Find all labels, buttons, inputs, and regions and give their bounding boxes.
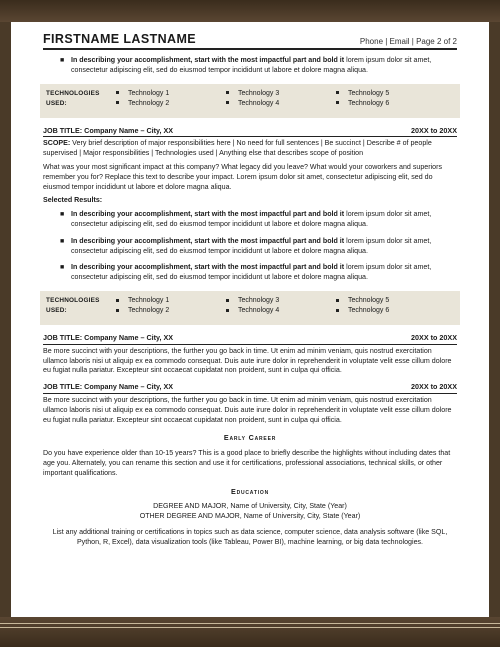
bullet-icon: ■ [60,57,65,64]
job-title: JOB TITLE: Company Name – City, XX [43,332,174,342]
results-label: Selected Results: [43,196,103,205]
tech-item: Technology 5 [348,296,390,304]
tech-item: Technology 3 [238,89,280,97]
job-title: JOB TITLE: Company Name – City, XX [43,125,174,135]
result-bullet: ■ In describing your accomplishment, start with the most impactful part and bold it lorem ipsum dolor sit amet, consectetur adipiscing elit, sed do eiusmod tempor incididunt ut labore et dolore magna aliqua. [60,210,432,228]
job-title-row [43,333,457,345]
tech-item: Technology 5 [348,89,390,97]
square-bullet-icon [116,101,119,104]
tech-column [226,296,336,320]
square-bullet-icon [226,299,229,302]
square-bullet-icon [226,101,229,104]
bullet-icon: ■ [60,211,65,219]
job-dates: 20XX to 20XX [411,332,457,342]
square-bullet-icon [336,309,339,312]
degree-1: DEGREE AND MAJOR, Name of University, City, State (Year) [153,502,347,511]
result-bullet: ■ In describing your accomplishment, start with the most impactful part and bold it lorem ipsum dolor sit amet, consectetur adipiscing elit, sed do eiusmod tempor incididunt ut labore et dolore magna aliqua. [60,263,432,282]
job-dates: 20XX to 20XX [411,125,457,135]
result-bullet: ■ In describing your accomplishment, start with the most impactful part and bold it lorem ipsum dolor sit amet, consectetur adipiscing elit, sed do eiusmod tempor incididunt ut labore et dolore magna aliqua. [60,236,432,255]
intro-bullet [43,56,457,76]
square-bullet-icon [116,91,119,94]
tech-column [226,89,336,113]
degree-2: OTHER DEGREE AND MAJOR, Name of University, City, State (Year) [139,512,361,521]
square-bullet-icon [116,299,119,302]
job-title: JOB TITLE: Company Name – City, XX [43,382,174,392]
decorative-line [0,627,500,628]
resume-content [43,56,457,552]
tech-item: Technology 4 [238,306,280,314]
job-title-row [43,382,457,394]
tech-column [336,89,446,113]
tech-column [116,89,226,113]
education-heading: Education [230,486,269,496]
impact-paragraph: What was your most significant impact at this company? What legacy did you leave? What would your coworkers and superiors remember you for? Replace this text to describe your impact. Lorem ipsum dolor sit amet, consectetur adipiscing elit, sed do eiusmod tempor incididunt ut labore et dolore magna aliqua. [43,162,443,191]
top-decorative-bar [0,0,500,22]
square-bullet-icon [226,309,229,312]
tech-item: Technology 1 [128,296,170,304]
scope-paragraph: SCOPE: Very brief description of major responsibilities here | No need for full sentences | Be succinct | Describe # of people supervised | Major responsibilities | Technologies used | Anything else that describes scope of position [43,139,432,158]
square-bullet-icon [336,91,339,94]
technologies-label: TECHNOLOGIES USED: [46,89,100,107]
technologies-block-1 [40,84,460,118]
early-career-text: Do you have experience older than 10-15 years? This is a good place to briefly describe the highlights without including dates that age you. Alternately, you can rename this section and use it for certifications, professional associations, technical skills, or other important qualifications. [43,449,451,477]
square-bullet-icon [336,101,339,104]
education-note: List any additional training or certifications in topics such as data science, computer science, data analysis software (like SQL, Python, R, Excel), data visualization tools (like Tableau, Power BI), machine learning, or big data technologies. [52,527,448,546]
tech-item: Technology 1 [128,89,170,97]
bullet-text: lorem ipsum dolor sit amet, consectetur adipiscing elit, sed do eiusmod tempor incididunt ut labore et dolore magna aliqua. [71,56,432,74]
tech-item: Technology 6 [348,99,390,107]
decorative-line [0,623,500,624]
square-bullet-icon [116,309,119,312]
tech-item: Technology 6 [348,306,390,314]
technologies-block-2 [40,291,460,325]
job-title-row [43,126,457,138]
job-description: Be more succinct with your descriptions, the further you go back in time. Ut enim ad minim veniam, quis nostrud exercitation ullamco laboris nisi ut aliquip ex ea commodo consequat. Duis aute irure dolor in reprehenderit in voluptate velit esse cillum dolore eu fugiat nulla pariatur. Excepteur sint occaecat cupidatat non proident, sunt in culpa qui officia. [43,346,452,375]
resume-header [43,28,457,50]
tech-item: Technology 2 [128,306,170,314]
contact-line: Phone | Email | Page 2 of 2 [359,37,457,46]
candidate-name: FIRSTNAME LASTNAME [43,32,197,46]
tech-item: Technology 2 [128,99,170,107]
bullet-icon: ■ [60,237,65,245]
tech-column [336,296,446,320]
tech-column [116,296,226,320]
job-dates: 20XX to 20XX [411,382,457,392]
tech-item: Technology 4 [238,99,280,107]
early-career-heading: Early Career [223,433,277,443]
bullet-icon: ■ [60,264,65,272]
technologies-label: TECHNOLOGIES USED: [46,296,100,314]
bottom-decorative-bar [0,617,500,647]
resume-page [11,22,489,617]
job-description: Be more succinct with your descriptions, the further you go back in time. Ut enim ad minim veniam, quis nostrud exercitation ullamco laboris nisi ut aliquip ex ea commodo consequat. Duis aute irure dolor in reprehenderit in voluptate velit esse cillum dolore eu fugiat nulla pariatur. Excepteur sint occaecat cupidatat non proident, sunt in culpa qui officia. [43,395,452,424]
bullet-bold-text: In describing your accomplishment, start with the most impactful part and bold it [71,56,345,64]
square-bullet-icon [226,91,229,94]
tech-item: Technology 3 [238,296,280,304]
square-bullet-icon [336,299,339,302]
